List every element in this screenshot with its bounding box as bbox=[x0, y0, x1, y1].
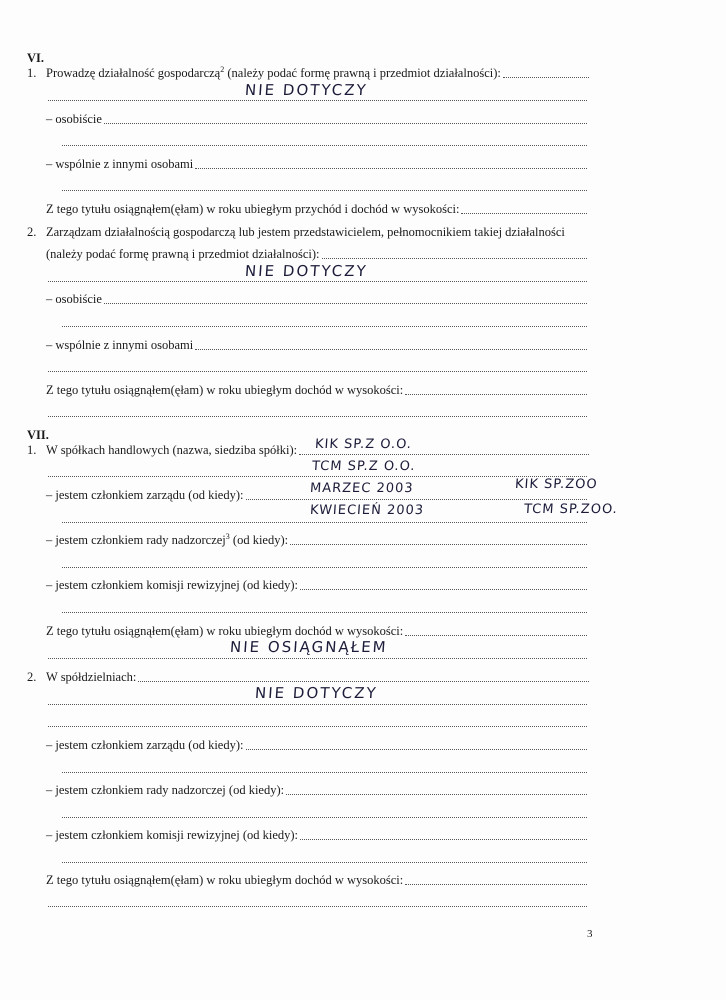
vii-item1-rada-line2[interactable] bbox=[60, 557, 587, 571]
vi-item2-handwriting: NIE DOTYCZY bbox=[244, 262, 369, 280]
section-vi-heading: VI. bbox=[27, 51, 45, 65]
vii-item1-zarzad: – jestem członkiem zarządu (od kiedy): bbox=[46, 488, 587, 503]
vi-item1-label: Prowadzę działalność gospodarczą$^2$ (należy podać formę prawną i przedmiot działalności): bbox=[46, 64, 501, 80]
vi-item2-wspolnie-line2[interactable] bbox=[46, 361, 587, 375]
vi-item1-field[interactable] bbox=[503, 67, 589, 78]
vii-item1-income: Z tego tytułu osiągnąłem(ęłam) w roku ubiegłym dochód w wysokości: bbox=[46, 624, 587, 639]
vii-item1-rada: – jestem członkiem rady nadzorczej$^3$ (od kiedy): bbox=[46, 533, 587, 548]
vi-item1-income: Z tego tytułu osiągnąłem(ęłam) w roku ubiegłym przychód i dochód w wysokości: bbox=[46, 202, 587, 217]
vi-item1-osobiscie: – osobiście bbox=[46, 112, 587, 127]
vi-item2-wspolnie: – wspólnie z innymi osobami bbox=[46, 338, 587, 353]
vii-item2-komisja-line2[interactable] bbox=[60, 852, 587, 866]
vii-item2-income-line2[interactable] bbox=[46, 896, 587, 910]
vii-item2-answer-line2[interactable] bbox=[46, 716, 587, 730]
section-vii-heading: VII. bbox=[27, 428, 49, 442]
vii-item2-line: 2. W spółdzielniach: bbox=[27, 670, 589, 685]
vii-item1-hw-zarzad-date2: KWIECIEŃ 2003 bbox=[309, 503, 425, 518]
vii-item2-zarzad-line2[interactable] bbox=[60, 762, 587, 776]
vii-item2-handwriting: NIE DOTYCZY bbox=[254, 684, 379, 702]
vii-item1-hw-zarzad-company1: KIK SP.ZOO bbox=[514, 477, 599, 492]
vii-item2-komisja: – jestem członkiem komisji rewizyjnej (od kiedy): bbox=[46, 828, 587, 843]
vi-item2-income: Z tego tytułu osiągnąłem(ęłam) w roku ubiegłym dochód w wysokości: bbox=[46, 383, 587, 398]
vi-item1-osobiscie-line2[interactable] bbox=[60, 135, 587, 149]
vii-item1-line: 1. W spółkach handlowych (nazwa, siedziba spółki): bbox=[27, 443, 589, 458]
vii-item2-income: Z tego tytułu osiągnąłem(ęłam) w roku ubiegłym dochód w wysokości: bbox=[46, 873, 587, 888]
vii-item1-hw-company2: TCM SP.Z O.O. bbox=[311, 459, 417, 474]
vii-item2-rada: – jestem członkiem rady nadzorczej (od kiedy): bbox=[46, 783, 587, 798]
vi-item1-line bbox=[27, 66, 589, 81]
vi-item1-wspolnie: – wspólnie z innymi osobami bbox=[46, 157, 587, 172]
vi-item2-osobiscie: – osobiście bbox=[46, 292, 587, 307]
vii-item1-hw-zarzad-company2: TCM SP.ZOO. bbox=[523, 502, 619, 517]
vii-item1-hw-income: NIE OSIĄGNĄŁEM bbox=[229, 638, 389, 656]
vii-item1-komisja-line2[interactable] bbox=[60, 602, 587, 616]
vi-item1-wspolnie-line2[interactable] bbox=[60, 180, 587, 194]
vii-item1-komisja: – jestem członkiem komisji rewizyjnej (od kiedy): bbox=[46, 578, 587, 593]
vi-item2-income-line2[interactable] bbox=[46, 406, 587, 420]
vi-item1-handwriting: NIE DOTYCZY bbox=[244, 81, 369, 99]
vii-item2-zarzad: – jestem członkiem zarządu (od kiedy): bbox=[46, 738, 587, 753]
page-number: 3 bbox=[587, 928, 593, 940]
vii-item1-hw-company1: KIK SP.Z O.O. bbox=[314, 437, 413, 452]
vi-item2-line1: 2. Zarządzam działalnością gospodarczą lub jestem przedstawicielem, pełnomocnikiem takiej działalności bbox=[27, 225, 565, 239]
vi-item2-osobiscie-line2[interactable] bbox=[60, 316, 587, 330]
vi-item2-line2: (należy podać formę prawną i przedmiot działalności): bbox=[46, 247, 587, 262]
vii-item2-rada-line2[interactable] bbox=[60, 807, 587, 821]
vii-item1-hw-zarzad-date1: MARZEC 2003 bbox=[309, 481, 415, 496]
vi-item1-number: 1. bbox=[27, 66, 37, 80]
